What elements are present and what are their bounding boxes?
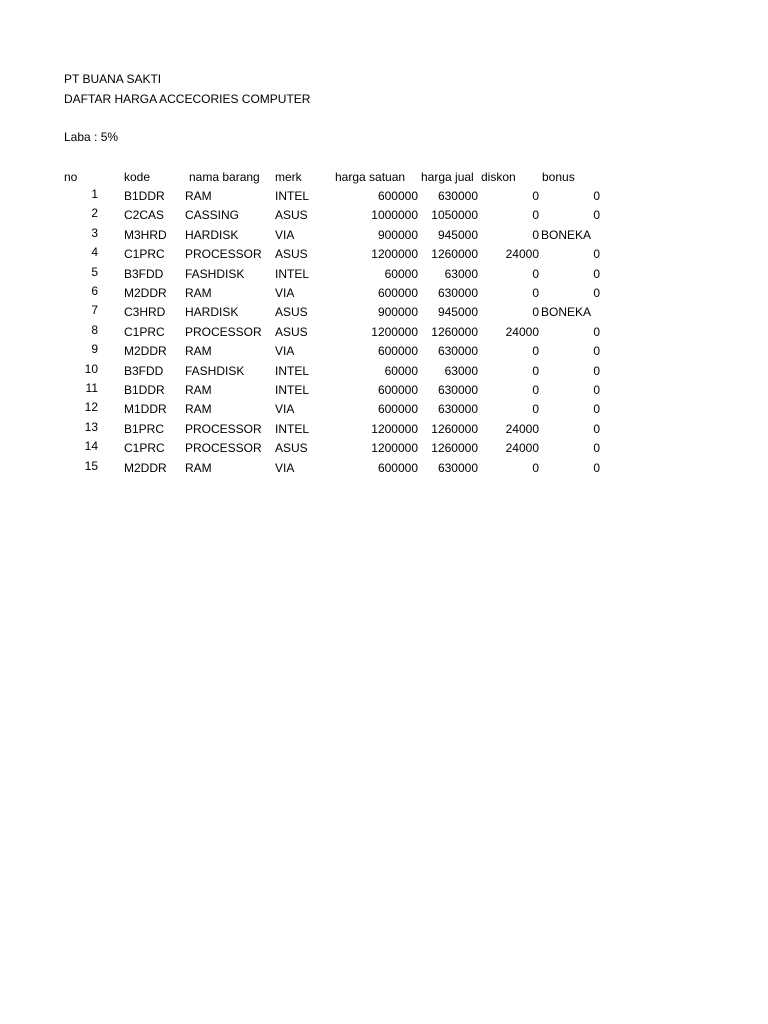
cell-harga-jual: 630000 xyxy=(437,286,478,300)
cell-no: 10 xyxy=(84,361,98,376)
cell-harga-satuan: 900000 xyxy=(377,227,418,242)
cell-diskon: 0 xyxy=(532,208,539,223)
cell-harga-jual: 63000 xyxy=(444,266,478,281)
column-header-diskon: diskon xyxy=(481,170,516,184)
cell-diskon: 0 xyxy=(532,189,539,203)
cell-diskon: 0 xyxy=(532,227,539,242)
table-row xyxy=(0,207,768,226)
cell-bonus: 0 xyxy=(593,208,600,223)
cell-bonus: 0 xyxy=(593,324,600,339)
cell-nama-barang: HARDISK xyxy=(185,227,239,242)
profit-margin-label: Laba : 5% xyxy=(64,130,119,144)
cell-diskon: 0 xyxy=(532,266,539,281)
column-header-harga-satuan: harga satuan xyxy=(335,170,406,184)
cell-bonus: 0 xyxy=(593,266,600,281)
cell-harga-jual: 630000 xyxy=(437,344,478,359)
cell-kode: C3HRD xyxy=(124,305,166,320)
cell-merk: INTEL xyxy=(275,383,310,397)
cell-bonus: 0 xyxy=(593,402,600,417)
cell-kode: M3HRD xyxy=(124,227,167,242)
cell-harga-jual: 63000 xyxy=(444,363,478,378)
cell-no: 11 xyxy=(85,381,98,395)
cell-diskon: 0 xyxy=(532,383,539,397)
cell-no: 4 xyxy=(91,245,98,260)
cell-nama-barang: RAM xyxy=(185,286,212,300)
column-header-merk: merk xyxy=(275,170,302,184)
cell-nama-barang: PROCESSOR xyxy=(185,324,262,339)
cell-merk: ASUS xyxy=(275,441,308,456)
cell-merk: VIA xyxy=(275,460,295,475)
cell-diskon: 0 xyxy=(532,344,539,359)
company-name: PT BUANA SAKTI xyxy=(64,72,162,86)
cell-merk: ASUS xyxy=(275,324,308,339)
cell-nama-barang: RAM xyxy=(185,460,212,475)
table-row xyxy=(0,227,768,246)
table-row xyxy=(0,460,768,479)
cell-bonus: 0 xyxy=(593,247,600,262)
cell-harga-satuan: 1200000 xyxy=(371,247,418,262)
cell-harga-jual: 630000 xyxy=(437,189,478,203)
cell-diskon: 24000 xyxy=(505,441,539,456)
cell-no: 12 xyxy=(84,400,98,415)
cell-harga-satuan: 600000 xyxy=(377,344,418,359)
column-header-bonus: bonus xyxy=(542,170,575,184)
cell-harga-satuan: 60000 xyxy=(384,363,418,378)
cell-merk: ASUS xyxy=(275,208,308,223)
cell-kode: C1PRC xyxy=(124,247,165,262)
column-header-no: no xyxy=(64,170,78,184)
cell-bonus: 0 xyxy=(593,189,600,203)
cell-diskon: 0 xyxy=(532,460,539,475)
cell-diskon: 24000 xyxy=(505,324,539,339)
column-header-nama-barang: nama barang xyxy=(189,170,260,184)
cell-diskon: 0 xyxy=(532,363,539,378)
cell-kode: B3FDD xyxy=(124,363,164,378)
cell-harga-jual: 1050000 xyxy=(431,208,478,223)
table-row xyxy=(0,266,768,285)
cell-no: 2 xyxy=(91,206,98,221)
cell-kode: M2DDR xyxy=(124,286,167,300)
cell-no: 13 xyxy=(84,419,98,434)
cell-kode: C2CAS xyxy=(124,208,165,223)
cell-harga-satuan: 900000 xyxy=(377,305,418,320)
cell-bonus: 0 xyxy=(593,441,600,456)
cell-kode: B3FDD xyxy=(124,266,164,281)
cell-nama-barang: PROCESSOR xyxy=(185,421,262,436)
cell-bonus: 0 xyxy=(593,460,600,475)
cell-diskon: 24000 xyxy=(505,247,539,262)
cell-bonus: BONEKA xyxy=(541,227,592,242)
cell-no: 6 xyxy=(91,284,98,298)
cell-bonus: 0 xyxy=(593,286,600,300)
cell-harga-satuan: 600000 xyxy=(377,189,418,203)
cell-harga-satuan: 600000 xyxy=(377,286,418,300)
cell-diskon: 0 xyxy=(532,305,539,320)
cell-nama-barang: FASHDISK xyxy=(185,266,245,281)
cell-no: 9 xyxy=(91,342,98,357)
table-header xyxy=(0,169,768,188)
table-row xyxy=(0,246,768,265)
cell-merk: INTEL xyxy=(275,189,310,203)
cell-bonus: 0 xyxy=(593,363,600,378)
table-row xyxy=(0,440,768,459)
table-row xyxy=(0,343,768,362)
cell-merk: INTEL xyxy=(275,363,310,378)
column-header-kode: kode xyxy=(124,170,151,184)
table-row xyxy=(0,382,768,401)
cell-harga-satuan: 600000 xyxy=(377,402,418,417)
cell-harga-satuan: 1200000 xyxy=(371,441,418,456)
cell-harga-satuan: 1200000 xyxy=(371,324,418,339)
cell-merk: ASUS xyxy=(275,247,308,262)
cell-nama-barang: RAM xyxy=(185,383,212,397)
cell-kode: B1DDR xyxy=(124,189,165,203)
cell-no: 15 xyxy=(84,458,98,473)
cell-nama-barang: HARDISK xyxy=(185,305,239,320)
table-row xyxy=(0,363,768,382)
cell-nama-barang: RAM xyxy=(185,402,212,417)
cell-no: 8 xyxy=(91,322,98,337)
cell-nama-barang: FASHDISK xyxy=(185,363,245,378)
cell-merk: VIA xyxy=(275,402,295,417)
cell-harga-satuan: 600000 xyxy=(377,383,418,397)
cell-kode: M2DDR xyxy=(124,344,167,359)
cell-nama-barang: RAM xyxy=(185,344,212,359)
table-row xyxy=(0,188,768,207)
cell-kode: M1DDR xyxy=(124,402,167,417)
cell-no: 7 xyxy=(91,303,98,318)
cell-no: 14 xyxy=(84,439,98,454)
cell-harga-jual: 945000 xyxy=(437,227,478,242)
cell-nama-barang: CASSING xyxy=(185,208,240,223)
cell-no: 5 xyxy=(91,264,98,279)
cell-diskon: 0 xyxy=(532,286,539,300)
table-row xyxy=(0,401,768,420)
cell-nama-barang: PROCESSOR xyxy=(185,441,262,456)
cell-harga-jual: 630000 xyxy=(437,460,478,475)
cell-bonus: 0 xyxy=(593,344,600,359)
cell-diskon: 0 xyxy=(532,402,539,417)
cell-harga-jual: 630000 xyxy=(437,402,478,417)
cell-bonus: 0 xyxy=(593,383,600,397)
column-header-harga-jual: harga jual xyxy=(421,170,474,184)
cell-merk: VIA xyxy=(275,227,295,242)
cell-harga-jual: 1260000 xyxy=(431,324,478,339)
table-row xyxy=(0,285,768,304)
cell-kode: C1PRC xyxy=(124,324,165,339)
cell-harga-jual: 945000 xyxy=(437,305,478,320)
cell-kode: C1PRC xyxy=(124,441,165,456)
cell-harga-jual: 630000 xyxy=(437,383,478,397)
table-row xyxy=(0,304,768,323)
cell-harga-jual: 1260000 xyxy=(431,247,478,262)
cell-kode: B1DDR xyxy=(124,383,165,397)
cell-diskon: 24000 xyxy=(505,421,539,436)
cell-harga-satuan: 1200000 xyxy=(371,421,418,436)
cell-merk: VIA xyxy=(275,344,295,359)
cell-no: 3 xyxy=(91,225,98,240)
cell-harga-satuan: 1000000 xyxy=(371,208,418,223)
cell-nama-barang: PROCESSOR xyxy=(185,247,262,262)
cell-merk: ASUS xyxy=(275,305,308,320)
cell-no: 1 xyxy=(91,187,98,201)
document-title: DAFTAR HARGA ACCECORIES COMPUTER xyxy=(64,92,311,106)
cell-merk: VIA xyxy=(275,286,295,300)
cell-harga-jual: 1260000 xyxy=(431,421,478,436)
cell-kode: M2DDR xyxy=(124,460,167,475)
cell-harga-satuan: 60000 xyxy=(384,266,418,281)
cell-kode: B1PRC xyxy=(124,421,165,436)
table-row xyxy=(0,421,768,440)
table-row xyxy=(0,324,768,343)
cell-merk: INTEL xyxy=(275,266,310,281)
cell-merk: INTEL xyxy=(275,421,310,436)
cell-bonus: 0 xyxy=(593,421,600,436)
cell-harga-jual: 1260000 xyxy=(431,441,478,456)
cell-bonus: BONEKA xyxy=(541,305,592,320)
cell-nama-barang: RAM xyxy=(185,189,212,203)
cell-harga-satuan: 600000 xyxy=(377,460,418,475)
